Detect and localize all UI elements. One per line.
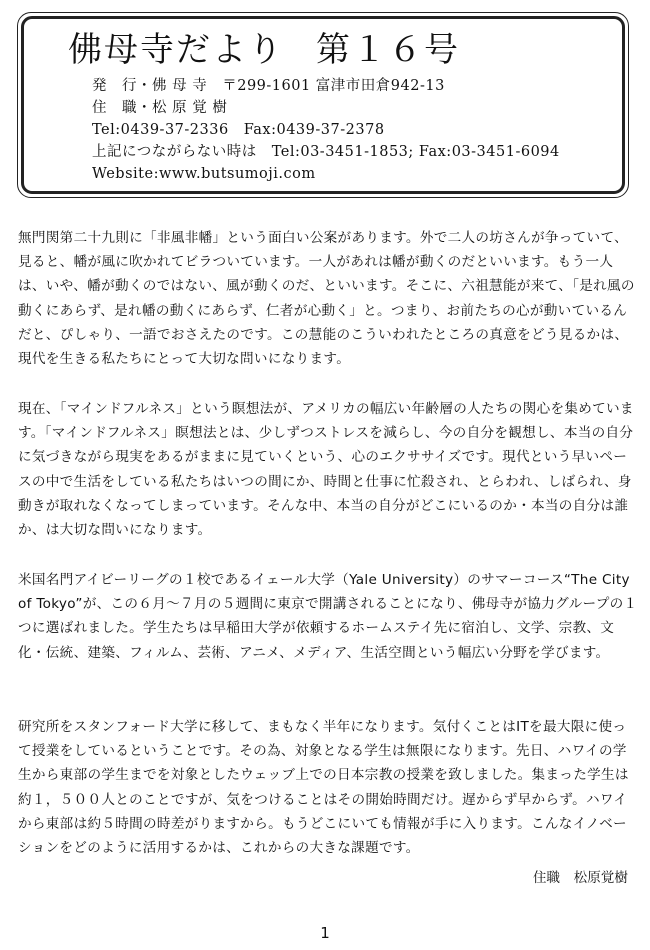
title-text: 佛母寺だより (68, 30, 284, 70)
paragraph-mindfulness: 現在、「マインドフルネス」という瞑想法が、アメリカの幅広い年齢層の人たちの関心を集めています。「マインドフルネス」瞑想法とは、少しずつストレスを減らし、今の自分を観想し、本当の自分に気づきながら現実をあるがままに見ていくという、心のエクササイズです。現代という早いペースの中で生活をしている私たちはいつの間にか、時間と仕事に忙殺され、とらわれ、しばられ、身動きが取れなくなってしまっています。そんな中、本当の自分がどこにいるのか・本当の自分は誰か、は大切な問いになります。 (18, 401, 634, 539)
issue-number: 第１６号 (316, 30, 460, 70)
tel-fax-line: Tel:0439-37-2336 Fax:0439-37-2378 (92, 122, 385, 138)
newsletter-title (68, 30, 460, 70)
paragraph-stanford: 研究所をスタンフォード大学に移して、まもなく半年になります。気付くことはITを最大限に使って授業をしているということです。その為、対象となる学生は無限になります。先日、ハワイの学生から東部の学生までを対象としたウェッブ上での日本宗教の授業を致しました。集まった学生は約１，５００人とのことですが、気をつけることはその開始時間だけ。遅からず早からず。ハワイから東部は約５時間の時差がりますから。もうどこにいても情報が手に入ります。こんなイノベーションをどのように活用するかは、これからの大きな課題です。 (18, 719, 629, 857)
alt-contact-line: 上記につながらない時は Tel:03-3451-1853; Fax:03-3451-6094 (92, 144, 560, 160)
paragraph-koan: 無門関第二十九則に「非風非幡」という面白い公案があります。外で二人の坊さんが争っていて、見ると、幡が風に吹かれてビラついています。一人があれは幡が動くのだといいます。もう一人は、いや、幡が動くのではない、風が動くのだ、といいます。そこに、六祖慧能が来て、「是れ風の動くにあらず、是れ幡の動くにあらず、仁者が心動く」と。つまり、お前たちの心が動いているんだと、ぴしゃり、一語でおさえたのです。この慧能のこういわれたところの真意をどう見るかは、現代を生きる私たちにとって大切な問いになります。 (18, 230, 635, 368)
priest-line: 住 職・松 原 覚 樹 (92, 100, 228, 116)
publisher-line: 発 行・佛 母 寺 〒299-1601 富津市田倉942-13 (92, 78, 445, 94)
paragraph-yale: 米国名門アイビーリーグの１校であるイェール大学（Yale University）のサマーコース“The City of Tokyo”が、この６月～７月の５週間に東京で開講されることになり、佛母寺が協力グループの１つに選ばれました。学生たちは早稲田大学が依頼するホームステイ先に宿泊し、文学、宗教、文化・伝統、建築、フィルム、芸術、アニメ、メディア、生活空間という幅広い分野を学びます。 (18, 572, 638, 661)
website-link[interactable]: Website:www.butsumoji.com (92, 166, 316, 182)
signature: 住職 松原覚樹 (532, 870, 628, 886)
page-number: 1 (320, 924, 330, 942)
website-line (92, 164, 316, 184)
